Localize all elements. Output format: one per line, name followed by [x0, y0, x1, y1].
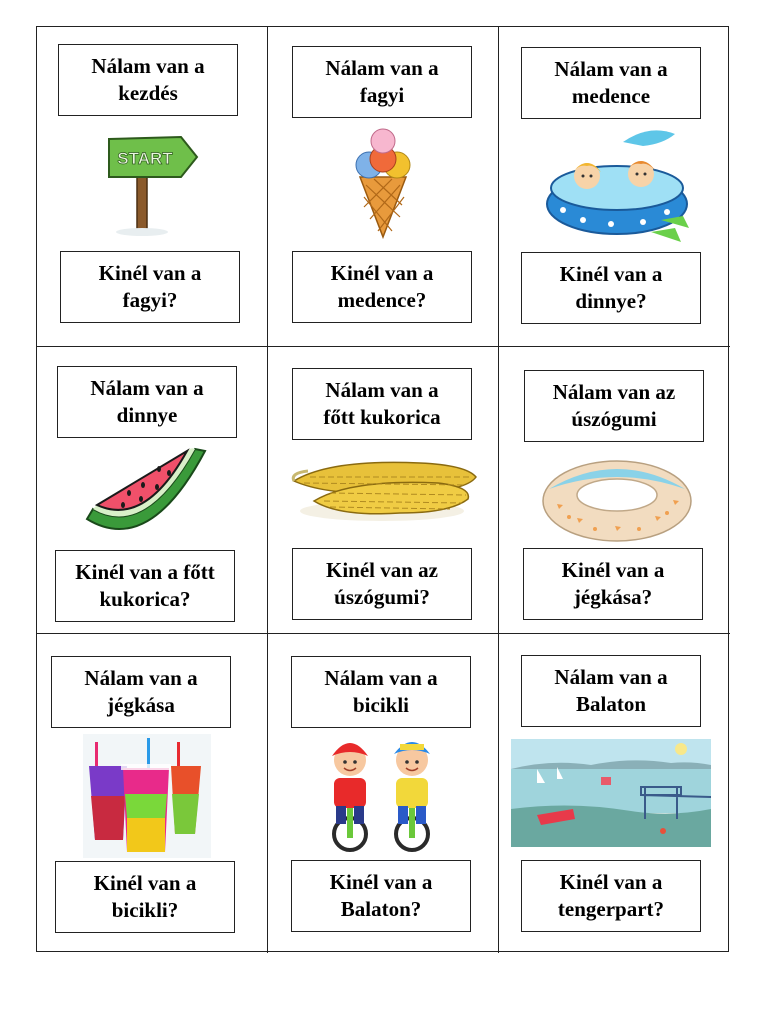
ask-label: Kinél van a Balaton? [291, 860, 471, 932]
start-sign-icon [99, 125, 209, 237]
card-bicycle [268, 634, 499, 953]
have-label: Nálam van a fagyi [292, 46, 472, 118]
card-ice-cream [268, 27, 499, 347]
ask-label: Kinél van a fagyi? [60, 251, 240, 323]
have-label: Nálam van a dinnye [57, 366, 237, 438]
have-label: Nálam van az úszógumi [524, 370, 704, 442]
kids-on-bikes-icon [320, 730, 446, 860]
have-label: Nálam van a jégkása [51, 656, 231, 728]
corn-cobs-icon [290, 455, 480, 527]
card-corn [268, 347, 499, 634]
have-label: Nálam van a medence [521, 47, 701, 119]
ask-label: Kinél van a tengerpart? [521, 860, 701, 932]
slush-cups-icon [83, 734, 211, 858]
pool-with-kids-icon [543, 124, 691, 246]
card-start [37, 27, 268, 347]
ask-label: Kinél van a bicikli? [55, 861, 235, 933]
have-label: Nálam van a főtt kukorica [292, 368, 472, 440]
have-label: Nálam van a bicikli [291, 656, 471, 728]
card-balaton [499, 634, 730, 953]
card-pool [499, 27, 730, 347]
ask-label: Kinél van a medence? [292, 251, 472, 323]
have-label: Nálam van a kezdés [58, 44, 238, 116]
watermelon-slice-icon [83, 447, 209, 539]
card-swim-ring [499, 347, 730, 634]
card-slush [37, 634, 268, 953]
start-sign-text: START [117, 149, 173, 168]
ice-cream-cone-icon [350, 127, 416, 239]
lake-beach-scene-icon [511, 739, 711, 847]
ask-label: Kinél van a jégkása? [523, 548, 703, 620]
card-grid [36, 26, 729, 952]
ask-label: Kinél van a dinnye? [521, 252, 701, 324]
have-label: Nálam van a Balaton [521, 655, 701, 727]
ask-label: Kinél van az úszógumi? [292, 548, 472, 620]
swim-ring-icon [539, 455, 695, 545]
card-watermelon [37, 347, 268, 634]
ask-label: Kinél van a főtt kukorica? [55, 550, 235, 622]
